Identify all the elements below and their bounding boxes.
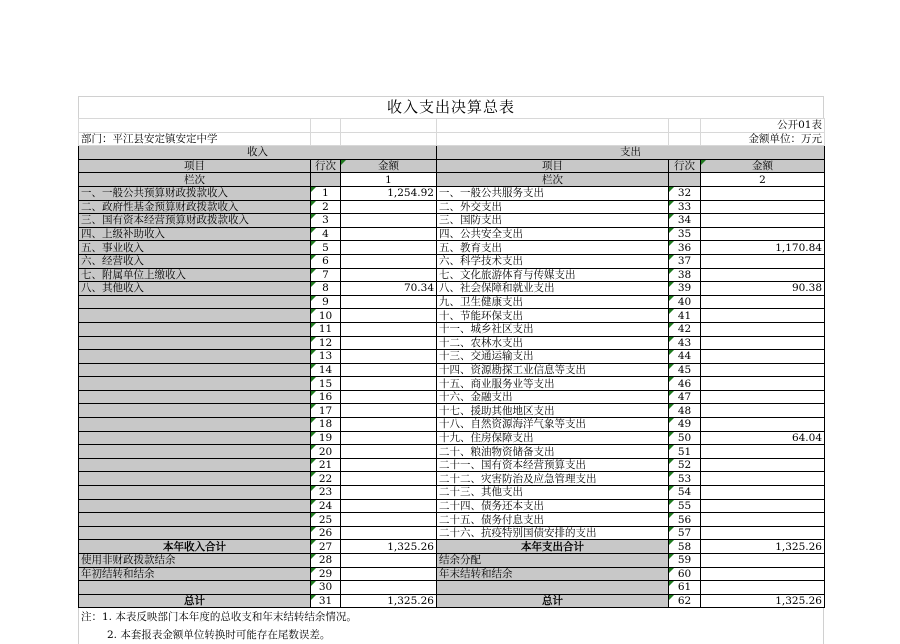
expense-amount <box>701 254 825 268</box>
expense-row-number: 45 <box>669 363 701 377</box>
income-amount <box>341 350 437 364</box>
income-row-number: 8 <box>311 282 341 296</box>
income-summary-row-number: 31 <box>311 594 341 608</box>
income-amount <box>341 526 437 540</box>
table-row <box>79 458 825 472</box>
table-row <box>79 268 825 282</box>
expense-amount <box>701 336 825 350</box>
income-item-name <box>79 458 311 472</box>
expense-item-name: 九、卫生健康支出 <box>437 295 669 309</box>
expense-item-name: 二十、粮油物资储备支出 <box>437 445 669 459</box>
expense-amount <box>701 200 825 214</box>
expense-item-name: 七、文化旅游体育与传媒支出 <box>437 268 669 282</box>
income-item-header: 项目 <box>79 159 311 173</box>
department-label: 部门：平江县安定镇安定中学 <box>79 132 311 146</box>
expense-amount <box>701 390 825 404</box>
expense-amount: 64.04 <box>701 431 825 445</box>
income-item-name <box>79 336 311 350</box>
table-row <box>79 486 825 500</box>
expense-row-number: 38 <box>669 268 701 282</box>
income-row-number: 9 <box>311 295 341 309</box>
table-row <box>79 472 825 486</box>
income-row-number: 11 <box>311 322 341 336</box>
income-col-index: 1 <box>341 173 437 187</box>
expense-row-number: 56 <box>669 513 701 527</box>
income-row-number: 6 <box>311 254 341 268</box>
table-row <box>79 431 825 445</box>
expense-item-name: 二十四、债务还本支出 <box>437 499 669 513</box>
income-item-name <box>79 363 311 377</box>
expense-row-number: 37 <box>669 254 701 268</box>
table-title: 收入支出决算总表 <box>78 96 824 118</box>
income-amount <box>341 404 437 418</box>
table-row <box>79 241 825 255</box>
income-item-name <box>79 486 311 500</box>
expense-summary-row-number: 62 <box>669 594 701 608</box>
expense-row-number: 33 <box>669 200 701 214</box>
expense-amount <box>701 445 825 459</box>
income-row-number: 15 <box>311 377 341 391</box>
table-row <box>79 336 825 350</box>
income-item-name: 三、国有资本经营预算财政拨款收入 <box>79 214 311 228</box>
income-item-name <box>79 377 311 391</box>
expense-col-label: 栏次 <box>437 173 669 187</box>
income-row-number: 21 <box>311 458 341 472</box>
income-row-number: 19 <box>311 431 341 445</box>
expense-summary-row-number: 60 <box>669 567 701 581</box>
income-item-name: 五、事业收入 <box>79 241 311 255</box>
expense-row-number: 35 <box>669 227 701 241</box>
expense-amount <box>701 186 825 200</box>
income-amount <box>341 499 437 513</box>
income-row-number: 5 <box>311 241 341 255</box>
income-summary-amount <box>341 567 437 581</box>
expense-row-number: 51 <box>669 445 701 459</box>
expense-item-name: 六、科学技术支出 <box>437 254 669 268</box>
expense-item-name: 十二、农林水支出 <box>437 336 669 350</box>
expense-row-number: 40 <box>669 295 701 309</box>
expense-summary-amount <box>701 554 825 568</box>
income-row-number: 25 <box>311 513 341 527</box>
income-summary-name: 总计 <box>79 594 311 608</box>
expense-item-name: 二、外交支出 <box>437 200 669 214</box>
income-summary-name: 年初结转和结余 <box>79 567 311 581</box>
summary-row <box>79 594 825 608</box>
table-row <box>79 254 825 268</box>
expense-amount: 90.38 <box>701 282 825 296</box>
expense-item-name: 十六、金融支出 <box>437 390 669 404</box>
income-item-name: 四、上级补助收入 <box>79 227 311 241</box>
income-row-number: 26 <box>311 526 341 540</box>
income-row-number: 24 <box>311 499 341 513</box>
income-row-number: 23 <box>311 486 341 500</box>
expense-item-name: 一、一般公共服务支出 <box>437 186 669 200</box>
amount-unit: 金额单位：万元 <box>701 132 825 146</box>
expense-row-number: 53 <box>669 472 701 486</box>
income-summary-row-number: 28 <box>311 554 341 568</box>
income-item-name <box>79 309 311 323</box>
income-summary-amount <box>341 554 437 568</box>
expense-row-number: 50 <box>669 431 701 445</box>
expense-amount <box>701 350 825 364</box>
expense-row-number: 32 <box>669 186 701 200</box>
expense-amount: 1,170.84 <box>701 241 825 255</box>
expense-amount <box>701 526 825 540</box>
income-item-name: 七、附属单位上缴收入 <box>79 268 311 282</box>
income-item-name <box>79 499 311 513</box>
table-row <box>79 322 825 336</box>
income-row-number: 17 <box>311 404 341 418</box>
expense-item-name: 十九、住房保障支出 <box>437 431 669 445</box>
income-summary-amount <box>341 581 437 595</box>
income-row-number: 18 <box>311 418 341 432</box>
table-row <box>79 513 825 527</box>
expense-summary-row-number: 61 <box>669 581 701 595</box>
table-row <box>79 227 825 241</box>
expense-summary-name: 结余分配 <box>437 554 669 568</box>
table-row <box>79 499 825 513</box>
income-summary-amount: 1,325.26 <box>341 594 437 608</box>
income-amount <box>341 486 437 500</box>
income-amount <box>341 227 437 241</box>
income-row-number: 22 <box>311 472 341 486</box>
income-amount <box>341 322 437 336</box>
column-index-row <box>79 173 825 187</box>
table-row <box>79 282 825 296</box>
expense-amount <box>701 309 825 323</box>
income-summary-name: 本年收入合计 <box>79 540 311 554</box>
expense-section-header: 支出 <box>437 146 825 160</box>
statement-sheet <box>78 96 824 644</box>
income-row-number: 16 <box>311 390 341 404</box>
section-header-row <box>79 146 825 160</box>
income-item-name: 六、经营收入 <box>79 254 311 268</box>
table-row <box>79 350 825 364</box>
expense-summary-amount <box>701 581 825 595</box>
income-item-name <box>79 390 311 404</box>
expense-amount <box>701 513 825 527</box>
table-row <box>79 363 825 377</box>
expense-item-name: 二十三、其他支出 <box>437 486 669 500</box>
expense-amount <box>701 418 825 432</box>
expense-item-name: 五、教育支出 <box>437 241 669 255</box>
income-item-name <box>79 418 311 432</box>
expense-row-number: 48 <box>669 404 701 418</box>
income-amount <box>341 309 437 323</box>
income-amount <box>341 513 437 527</box>
expense-item-name: 二十二、灾害防治及应急管理支出 <box>437 472 669 486</box>
expense-amount <box>701 404 825 418</box>
note-1: 注：1. 本表反映部门本年度的总收支和年末结转结余情况。 <box>81 611 357 624</box>
income-row-number: 10 <box>311 309 341 323</box>
table-row <box>79 186 825 200</box>
expense-row-number: 44 <box>669 350 701 364</box>
income-row-number: 12 <box>311 336 341 350</box>
expense-item-name: 十一、城乡社区支出 <box>437 322 669 336</box>
income-summary-name <box>79 581 311 595</box>
expense-amount-header: 金额 <box>701 159 825 173</box>
table-row <box>79 309 825 323</box>
income-row-number: 7 <box>311 268 341 282</box>
expense-row-number: 36 <box>669 241 701 255</box>
expense-summary-row-number: 59 <box>669 554 701 568</box>
expense-item-name: 十七、援助其他地区支出 <box>437 404 669 418</box>
expense-row-number: 42 <box>669 322 701 336</box>
form-number: 公开01表 <box>701 119 825 133</box>
department-row <box>79 132 825 146</box>
income-amount <box>341 472 437 486</box>
expense-summary-amount <box>701 567 825 581</box>
income-col-label: 栏次 <box>79 173 311 187</box>
income-amount <box>341 336 437 350</box>
table-row <box>79 526 825 540</box>
income-amount: 70.34 <box>341 282 437 296</box>
income-item-name: 八、其他收入 <box>79 282 311 296</box>
income-row-number: 3 <box>311 214 341 228</box>
income-summary-row-number: 29 <box>311 567 341 581</box>
expense-item-name: 十四、资源勘探工业信息等支出 <box>437 363 669 377</box>
expense-item-name: 十五、商业服务业等支出 <box>437 377 669 391</box>
income-summary-amount: 1,325.26 <box>341 540 437 554</box>
expense-summary-name: 年末结转和结余 <box>437 567 669 581</box>
income-amount <box>341 390 437 404</box>
form-no-row <box>79 119 825 133</box>
table-row <box>79 200 825 214</box>
expense-col-index: 2 <box>701 173 825 187</box>
income-amount <box>341 200 437 214</box>
expense-row-number: 43 <box>669 336 701 350</box>
expense-item-header: 项目 <box>437 159 669 173</box>
income-item-name <box>79 322 311 336</box>
income-item-name: 一、一般公共预算财政拨款收入 <box>79 186 311 200</box>
expense-row-number: 39 <box>669 282 701 296</box>
column-header-row <box>79 159 825 173</box>
income-amount <box>341 214 437 228</box>
income-item-name <box>79 526 311 540</box>
income-summary-row-number: 27 <box>311 540 341 554</box>
expense-amount <box>701 268 825 282</box>
expense-summary-amount: 1,325.26 <box>701 594 825 608</box>
expense-summary-name: 本年支出合计 <box>437 540 669 554</box>
table-row <box>79 445 825 459</box>
income-amount <box>341 377 437 391</box>
income-amount <box>341 458 437 472</box>
expense-summary-row-number: 58 <box>669 540 701 554</box>
table-row <box>79 214 825 228</box>
income-item-name <box>79 472 311 486</box>
expense-item-name: 八、社会保障和就业支出 <box>437 282 669 296</box>
expense-amount <box>701 227 825 241</box>
expense-row-number: 49 <box>669 418 701 432</box>
income-section-header: 收入 <box>79 146 437 160</box>
income-row-number: 1 <box>311 186 341 200</box>
income-item-name <box>79 295 311 309</box>
expense-summary-name: 总计 <box>437 594 669 608</box>
expense-amount <box>701 499 825 513</box>
expense-item-name: 二十一、国有资本经营预算支出 <box>437 458 669 472</box>
expense-row-number: 41 <box>669 309 701 323</box>
expense-row-number: 47 <box>669 390 701 404</box>
income-item-name <box>79 404 311 418</box>
table-row <box>79 377 825 391</box>
table-row <box>79 390 825 404</box>
table-row <box>79 295 825 309</box>
expense-row-number: 55 <box>669 499 701 513</box>
income-item-name <box>79 445 311 459</box>
expense-item-name: 十八、自然资源海洋气象等支出 <box>437 418 669 432</box>
income-expense-table <box>78 118 825 608</box>
expense-amount <box>701 458 825 472</box>
expense-item-name: 二十五、债务付息支出 <box>437 513 669 527</box>
notes <box>78 608 824 644</box>
income-amount <box>341 295 437 309</box>
income-summary-row-number: 30 <box>311 581 341 595</box>
expense-amount <box>701 377 825 391</box>
expense-row-number: 46 <box>669 377 701 391</box>
expense-item-name: 十三、交通运输支出 <box>437 350 669 364</box>
summary-row <box>79 554 825 568</box>
income-amount <box>341 431 437 445</box>
income-item-name <box>79 431 311 445</box>
expense-row-header: 行次 <box>669 159 701 173</box>
expense-amount <box>701 214 825 228</box>
expense-row-number: 57 <box>669 526 701 540</box>
table-row <box>79 404 825 418</box>
income-row-number: 14 <box>311 363 341 377</box>
income-row-number: 2 <box>311 200 341 214</box>
expense-item-name: 二十六、抗疫特别国债安排的支出 <box>437 526 669 540</box>
income-row-number: 13 <box>311 350 341 364</box>
income-item-name: 二、政府性基金预算财政拨款收入 <box>79 200 311 214</box>
expense-amount <box>701 486 825 500</box>
note-2: 2. 本套报表金额单位转换时可能存在尾数误差。 <box>107 629 331 642</box>
income-item-name <box>79 350 311 364</box>
income-amount <box>341 445 437 459</box>
expense-item-name: 四、公共安全支出 <box>437 227 669 241</box>
income-amount: 1,254.92 <box>341 186 437 200</box>
income-amount <box>341 363 437 377</box>
expense-row-number: 54 <box>669 486 701 500</box>
summary-row <box>79 540 825 554</box>
expense-amount <box>701 322 825 336</box>
income-amount <box>341 241 437 255</box>
expense-summary-amount: 1,325.26 <box>701 540 825 554</box>
income-summary-name: 使用非财政拨款结余 <box>79 554 311 568</box>
expense-item-name: 十、节能环保支出 <box>437 309 669 323</box>
expense-amount <box>701 472 825 486</box>
income-row-header: 行次 <box>311 159 341 173</box>
income-row-number: 20 <box>311 445 341 459</box>
expense-item-name: 三、国防支出 <box>437 214 669 228</box>
table-row <box>79 418 825 432</box>
income-amount <box>341 268 437 282</box>
income-amount <box>341 418 437 432</box>
income-amount <box>341 254 437 268</box>
summary-row <box>79 567 825 581</box>
income-row-number: 4 <box>311 227 341 241</box>
expense-amount <box>701 363 825 377</box>
expense-amount <box>701 295 825 309</box>
expense-row-number: 34 <box>669 214 701 228</box>
income-item-name <box>79 513 311 527</box>
summary-row <box>79 581 825 595</box>
income-amount-header: 金额 <box>341 159 437 173</box>
expense-summary-name <box>437 581 669 595</box>
expense-row-number: 52 <box>669 458 701 472</box>
